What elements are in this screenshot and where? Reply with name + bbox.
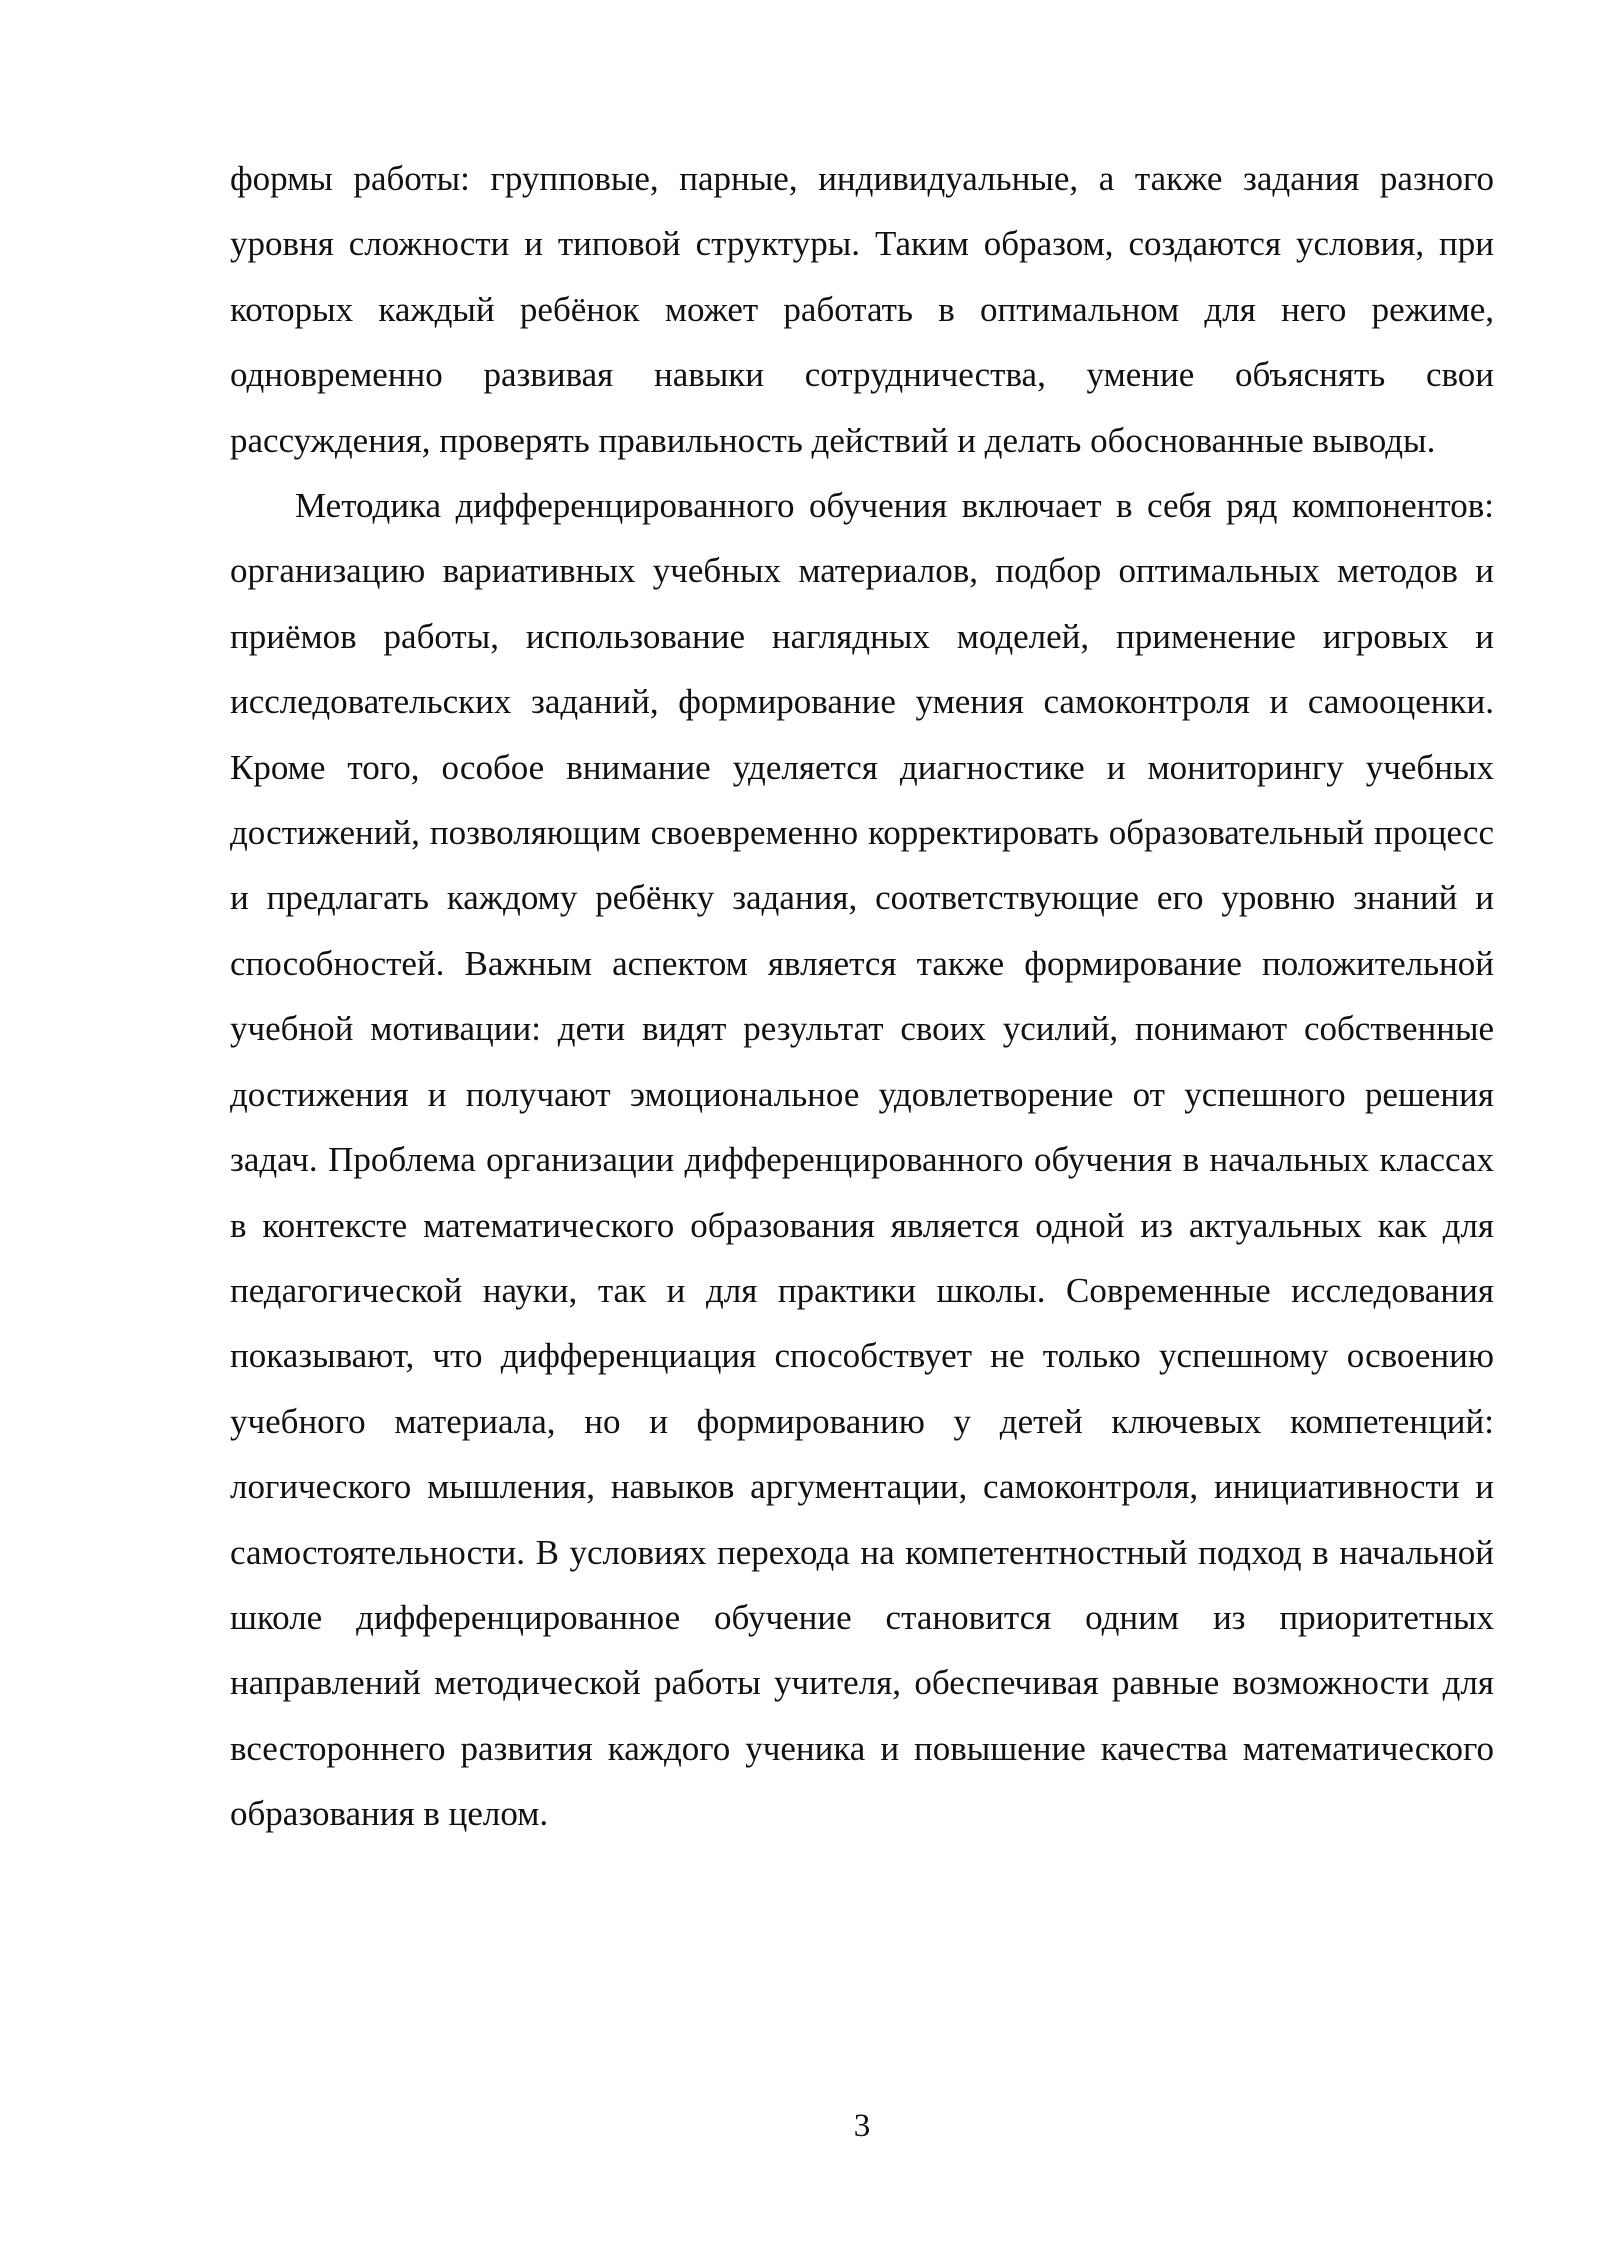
body-text [230, 146, 1494, 1847]
paragraph-methodology: Методика дифференцированного обучения включает в себя ряд компонентов: организацию вариативных учебных материалов, подбор оптимальных методов и приёмов работы, использование наглядных моделей, применение игровых и исследовательских заданий, формирование умения самоконтроля и самооценки. Кроме того, особое внимание уделяется диагностике и мониторингу учебных достижений, позволяющим своевременно корректировать образовательный процесс и предлагать каждому ребёнку задания, соответствующие его уровню знаний и способностей. Важным аспектом является также формирование положительной учебной мотивации: дети видят результат своих усилий, понимают собственные достижения и получают эмоциональное удовлетворение от успешного решения задач. Проблема организации дифференцированного обучения в начальных классах в контексте математического образования является одной из актуальных как для педагогической науки, так и для практики школы. Современные исследования показывают, что дифференциация способствует не только успешному освоению учебного материала, но и формированию у детей ключевых компетенций: логического мышления, навыков аргументации, самоконтроля, инициативности и самостоятельности. В условиях перехода на компетентностный подход в начальной школе дифференцированное обучение становится одним из приоритетных направлений методической работы учителя, обеспечивая равные возможности для всестороннего развития каждого ученика и повышение качества математического образования в целом. [230, 486, 1494, 1834]
page-number: 3 [853, 2108, 871, 2144]
paragraph-continuation: формы работы: групповые, парные, индивидуальные, а также задания разного уровня сложности и типовой структуры. Таким образом, создаются условия, при которых каждый ребёнок может работать в оптимальном для него режиме, одновременно развивая навыки сотрудничества, умение объяснять свои рассуждения, проверять правильность действий и делать обоснованные выводы. [230, 159, 1494, 460]
